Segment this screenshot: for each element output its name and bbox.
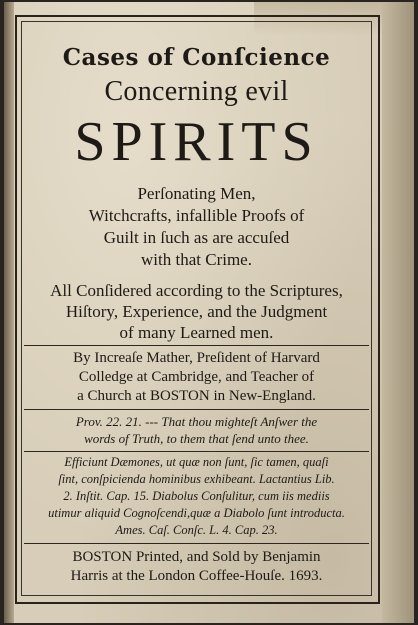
proverb-line-1: Prov. 22. 21. --- That thou mighteſt Anſwer the [75, 414, 318, 429]
latin-line-4: utimur aliquid Cognoſcendi,quæ a Diabolo ſunt introducta. [48, 506, 345, 520]
author-line-2: Colledge at Cambridge, and Teacher of [78, 369, 315, 385]
divider-rule [24, 451, 369, 452]
considered-line-1: All Conſidered according to the Scriptures, [50, 281, 343, 300]
latin-line-5: Ames. Caſ. Conſc. L. 4. Cap. 23. [115, 523, 278, 537]
page-fold-shadow [4, 2, 14, 623]
subtitle-line-2: Witchcrafts, infallible Proofs of [88, 206, 305, 225]
subtitle-line-3: Guilt in ſuch as are accuſed [103, 228, 290, 247]
divider-rule [24, 543, 369, 544]
imprint-line-1: BOSTON Printed, and Sold by Benjamin [72, 549, 321, 565]
subtitle-line-1: Perſonating Men, [137, 184, 256, 203]
latin-line-2: ſint, conſpicienda hominibus exhibeant. Lactantius Lib. [58, 472, 335, 486]
divider-rule [24, 409, 369, 410]
considered-line-2: Hiſtory, Experience, and the Judgment [65, 302, 328, 321]
author-line-1: By Increaſe Mather, Preſident of Harvard [73, 350, 320, 366]
subtitle-line-4: with that Crime. [141, 250, 252, 269]
considered-line-3: of many Learned men. [119, 323, 274, 342]
latin-line-1: Efficiunt Dæmones, ut quæ non ſunt, ſic tamen, quaſi [64, 455, 329, 469]
divider-rule [24, 345, 369, 346]
author-line-3: a Church at BOSTON in New-England. [77, 388, 316, 404]
title-spirits: SPIRITS [74, 111, 319, 173]
imprint-line-2: Harris at the London Coffee-Houſe. 1693. [70, 568, 323, 584]
latin-line-3: 2. Inſtit. Cap. 15. Diabolus Conſulitur, cum iis mediis [63, 489, 330, 503]
title-line-concerning-evil: Concerning evil [104, 76, 289, 107]
title-line-cases-of-conscience: Cases of Conſcience [62, 44, 331, 71]
page-edge [382, 2, 414, 623]
proverb-line-2: words of Truth, to them that ſend unto thee. [84, 431, 309, 446]
